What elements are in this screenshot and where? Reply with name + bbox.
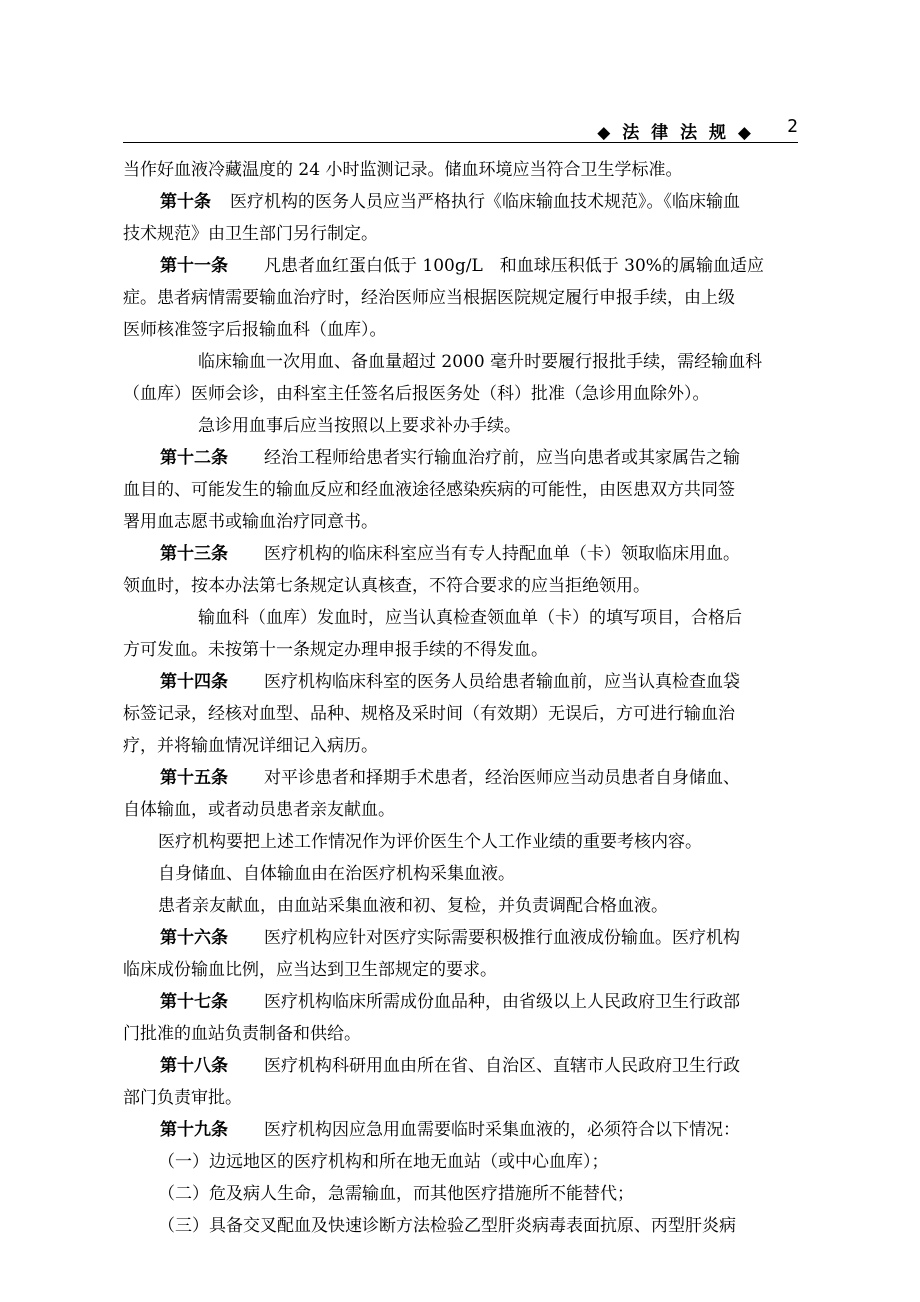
- page-number: 2: [787, 116, 798, 137]
- article-number: 第十七条: [160, 992, 228, 1012]
- article-16: 第十六条 医疗机构应针对医疗实际需要积极推行血液成份输血。医疗机构: [160, 928, 740, 948]
- text-line: 技术规范》由卫生部门另行制定。: [123, 224, 378, 244]
- article-17: 第十七条 医疗机构临床所需成份血品种，由省级以上人民政府卫生行政部: [160, 992, 740, 1012]
- page-header: [123, 118, 798, 143]
- list-item: （一）边远地区的医疗机构和所在地无血站（或中心血库）；: [158, 1152, 609, 1172]
- article-12: 第十二条 经治工程师给患者实行输血治疗前，应当向患者或其家属告之输: [160, 448, 740, 468]
- article-13: 第十三条 医疗机构的临床科室应当有专人持配血单（卡）领取临床用血。: [160, 544, 740, 564]
- article-number: 第十二条: [160, 448, 228, 468]
- text-line: 部门负责审批。: [123, 1088, 242, 1108]
- article-15: 第十五条 对平诊患者和择期手术患者，经治医师应当动员患者自身储血、: [160, 768, 740, 788]
- text-line: 临床输血一次用血、备血量超过 2000 毫升时要履行报批手续，需经输血科: [198, 352, 763, 372]
- article-number: 第十八条: [160, 1056, 228, 1076]
- text-line: 临床成份输血比例，应当达到卫生部规定的要求。: [123, 960, 497, 980]
- text-line: 当作好血液冷藏温度的 24 小时监测记录。储血环境应当符合卫生学标准。: [123, 160, 683, 180]
- article-10: 第十条 医疗机构的医务人员应当严格执行《临床输血技术规范》。《临床输血: [160, 192, 740, 212]
- section-title: ◆ 法 律 法 规 ◆: [597, 123, 754, 143]
- text-line: 患者亲友献血，由血站采集血液和初、复检，并负责调配合格血液。: [158, 896, 668, 916]
- text-line: 血目的、可能发生的输血反应和经血液途径感染疾病的可能性，由医患双方共同签: [123, 480, 735, 500]
- text-line: 医师核准签字后报输血科（血库）。: [123, 320, 387, 340]
- list-item: （三）具备交叉配血及快速诊断方法检验乙型肝炎病毒表面抗原、丙型肝炎病: [158, 1216, 736, 1236]
- list-item: （二）危及病人生命，急需输血，而其他医疗措施所不能替代；: [158, 1184, 634, 1204]
- text-line: 自身储血、自体输血由在治医疗机构采集血液。: [158, 864, 515, 884]
- text-line: 标签记录，经核对血型、品种、规格及采时间（有效期）无误后，方可进行输血治: [123, 704, 735, 724]
- text-line: 门批准的血站负责制备和供给。: [123, 1024, 361, 1044]
- text-line: 医疗机构要把上述工作情况作为评价医生个人工作业绩的重要考核内容。: [158, 832, 702, 852]
- text-line: 输血科（血库）发血时，应当认真检查领血单（卡）的填写项目，合格后: [198, 608, 742, 628]
- text-line: 自体输血，或者动员患者亲友献血。: [123, 800, 395, 820]
- text-line: 症。患者病情需要输血治疗时，经治医师应当根据医院规定履行申报手续，由上级: [123, 288, 735, 308]
- article-number: 第十三条: [160, 544, 228, 564]
- text-line: （血库）医师会诊，由科室主任签名后报医务处（科）批准（急诊用血除外）。: [123, 384, 710, 404]
- text-line: 署用血志愿书或输血治疗同意书。: [123, 512, 378, 532]
- text-line: 疗，并将输血情况详细记入病历。: [123, 736, 378, 756]
- article-number: 第十九条: [160, 1120, 228, 1140]
- article-18: 第十八条 医疗机构科研用血由所在省、自治区、直辖市人民政府卫生行政: [160, 1056, 740, 1076]
- article-11: 第十一条 凡患者血红蛋白低于 100g/L 和血球压积低于 30%的属输血适应: [160, 256, 764, 276]
- text-line: 领血时，按本办法第七条规定认真核查，不符合要求的应当拒绝领用。: [123, 576, 650, 596]
- article-14: 第十四条 医疗机构临床科室的医务人员给患者输血前，应当认真检查血袋: [160, 672, 740, 692]
- text-line: 急诊用血事后应当按照以上要求补办手续。: [198, 416, 521, 436]
- article-number: 第十条: [160, 192, 211, 212]
- article-19: 第十九条 医疗机构因应急用血需要临时采集血液的，必须符合以下情况：: [160, 1120, 740, 1140]
- text-line: 方可发血。未按第十一条规定办理申报手续的不得发血。: [123, 640, 548, 660]
- article-number: 第十四条: [160, 672, 228, 692]
- document-body: [123, 154, 798, 1242]
- article-number: 第十五条: [160, 768, 228, 788]
- article-number: 第十一条: [160, 256, 228, 276]
- article-number: 第十六条: [160, 928, 228, 948]
